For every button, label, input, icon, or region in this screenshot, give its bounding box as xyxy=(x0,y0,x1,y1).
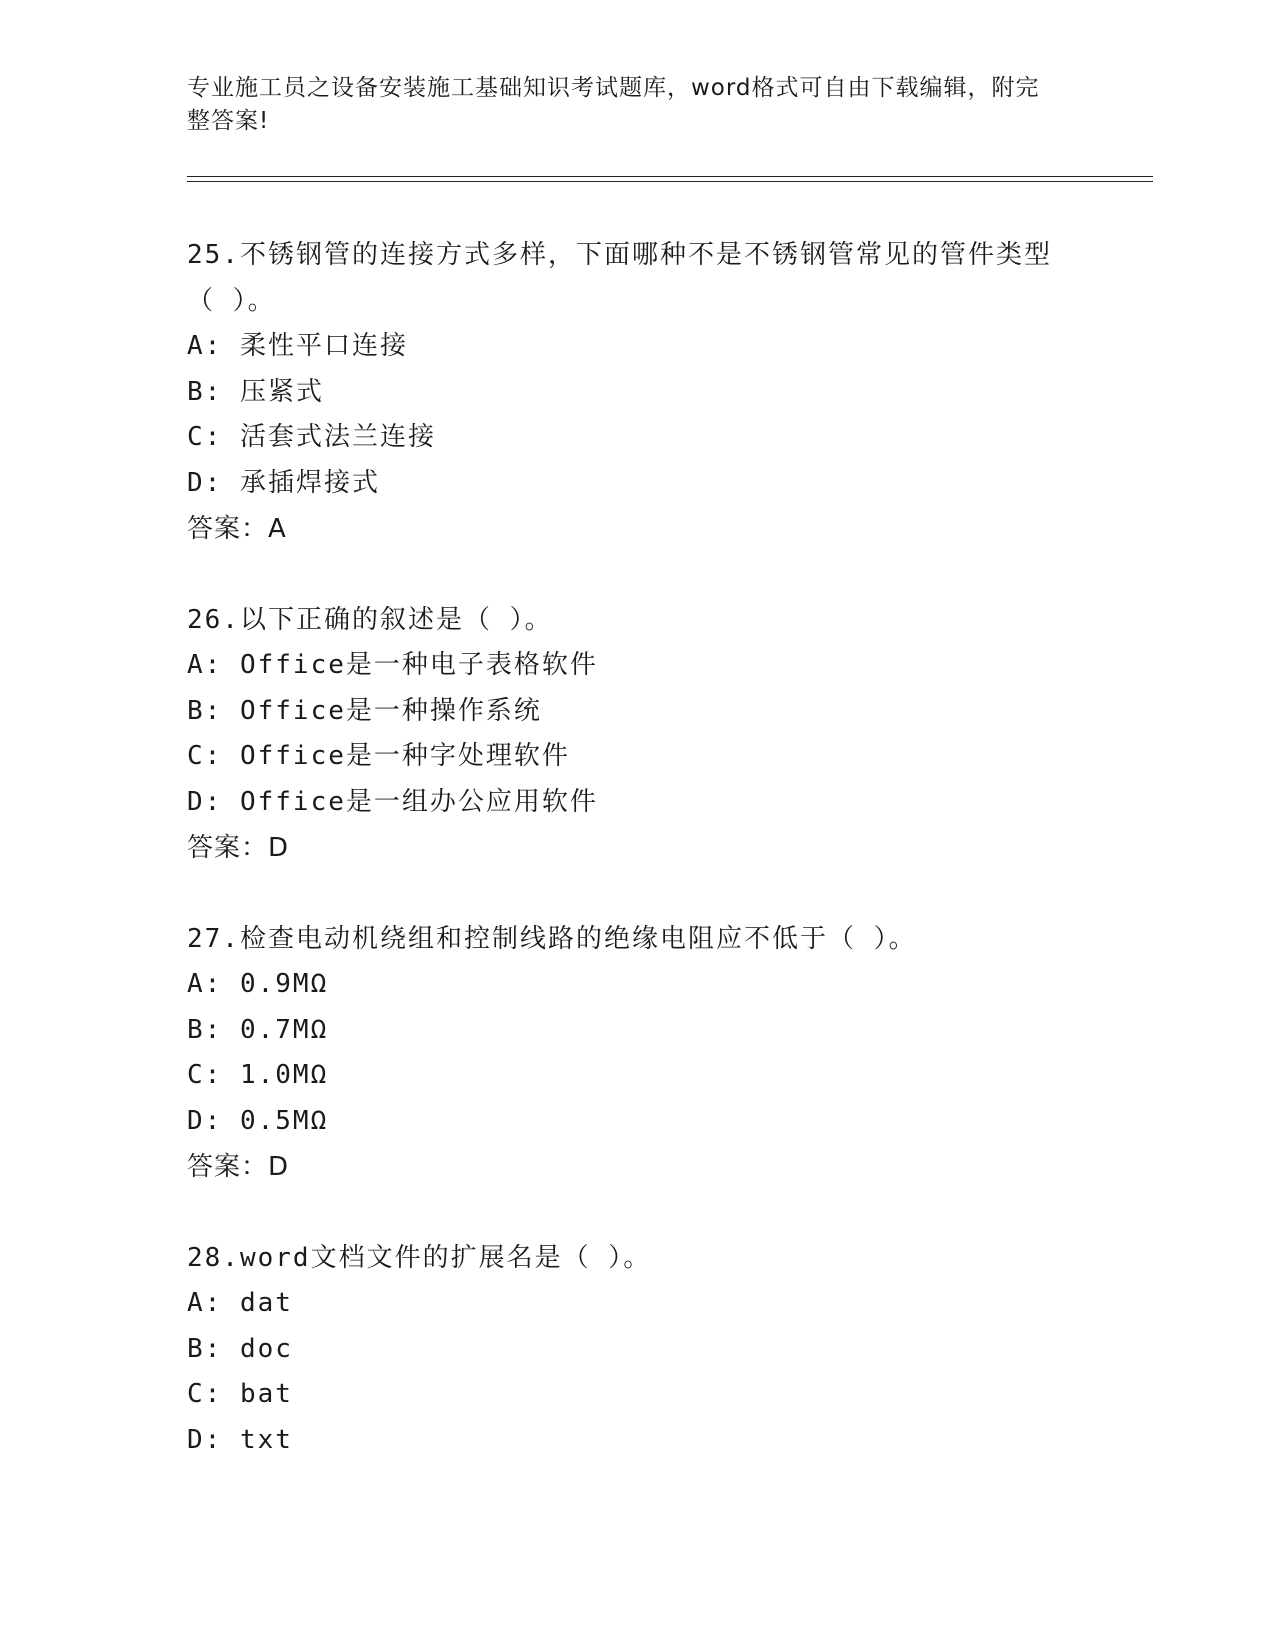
option-d: D: txt xyxy=(187,1424,293,1455)
answer: 答案：D xyxy=(187,1152,290,1182)
option-a: A: 0.9MΩ xyxy=(187,969,329,999)
option-a: A: Office是一种电子表格软件 xyxy=(187,650,598,680)
question-stem: 26.以下正确的叙述是（ ）。 xyxy=(187,605,553,635)
option-a: A: 柔性平口连接 xyxy=(187,331,408,361)
answer: 答案：D xyxy=(187,833,290,863)
question-stem: 27.检查电动机绕组和控制线路的绝缘电阻应不低于（ ）。 xyxy=(187,924,917,954)
option-c: C: bat xyxy=(187,1379,293,1409)
question-25 xyxy=(187,232,1087,552)
option-d: D: 0.5MΩ xyxy=(187,1105,329,1136)
question-stem: 28.word文档文件的扩展名是（ ）。 xyxy=(187,1243,652,1273)
question-stem: 25.不锈钢管的连接方式多样，下面哪种不是不锈钢管常见的管件类型 xyxy=(187,240,1052,270)
option-b: B: Office是一种操作系统 xyxy=(187,695,542,726)
document-header xyxy=(187,72,1067,138)
answer: 答案：A xyxy=(187,514,287,544)
option-d: D: 承插焊接式 xyxy=(187,467,380,498)
question-26 xyxy=(187,597,1087,871)
header-divider-bottom xyxy=(187,181,1153,182)
option-c: C: Office是一种字处理软件 xyxy=(187,741,570,771)
option-c: C: 活套式法兰连接 xyxy=(187,422,436,452)
option-a: A: dat xyxy=(187,1288,293,1318)
header-line-1: 专业施工员之设备安装施工基础知识考试题库，word格式可自由下载编辑，附完 xyxy=(187,75,1040,101)
option-b: B: 压紧式 xyxy=(187,376,324,407)
option-c: C: 1.0MΩ xyxy=(187,1060,329,1090)
option-b: B: doc xyxy=(187,1333,293,1364)
question-27 xyxy=(187,916,1087,1190)
header-line-2: 整答案! xyxy=(187,108,270,134)
question-stem-continuation: （ ）。 xyxy=(187,286,276,316)
option-b: B: 0.7MΩ xyxy=(187,1014,329,1045)
option-d: D: Office是一组办公应用软件 xyxy=(187,786,598,817)
header-divider-top xyxy=(187,176,1153,177)
question-28 xyxy=(187,1235,1087,1463)
